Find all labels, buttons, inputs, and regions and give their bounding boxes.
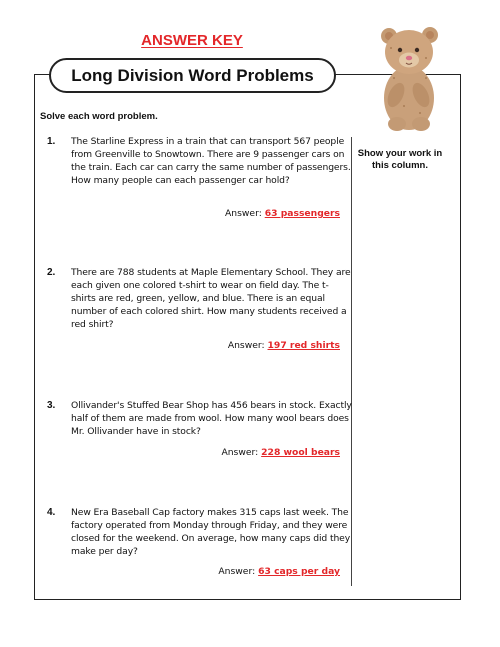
problem-number: 4. — [47, 507, 56, 518]
problem-number: 1. — [47, 136, 56, 147]
answer-line — [228, 339, 340, 352]
problem-number: 2. — [47, 267, 56, 278]
teddy-bear-icon — [376, 18, 444, 134]
answer-label: Answer: — [227, 340, 265, 351]
answer-label: Answer: — [225, 208, 262, 219]
answer-line — [225, 207, 340, 220]
worksheet-title: Long Division Word Problems — [49, 58, 336, 93]
answer-line — [218, 565, 340, 578]
answer-value: 228 wool bears — [261, 447, 340, 458]
instructions: Solve each word problem. — [40, 111, 158, 122]
problem-text: New Era Baseball Cap factory makes 315 caps last week. The factory operated from Monday through Friday, and they were closed for the weekend. On average, how many caps did they make per day? — [71, 507, 351, 557]
problem-3 — [40, 399, 352, 469]
problem-text: There are 788 students at Maple Elementary School. They are each given one colored t-shirt to wear on field day. The t-shirts are red, green, yellow, and blue. There is an equal number of each colored shirt. How many students received a red shirt? — [71, 267, 351, 330]
answer-value: 197 red shirts — [267, 340, 340, 351]
answer-label: Answer: — [218, 566, 256, 577]
problem-text: The Starline Express in a train that can transport 567 people from Greenville to Snowtown. There are 9 passenger cars on the train. Each car can carry the same number of passengers. How many people can each passenger car hold? — [71, 136, 351, 186]
answer-value: 63 caps per day — [258, 566, 340, 577]
problem-4 — [40, 506, 351, 586]
problem-2 — [40, 266, 351, 356]
problem-number: 3. — [47, 400, 56, 411]
work-column-note: Show your work in this column. — [357, 148, 443, 171]
answer-label: Answer: — [221, 447, 259, 458]
answer-line — [221, 446, 340, 459]
problem-1 — [40, 135, 351, 225]
problem-text: Ollivander's Stuffed Bear Shop has 456 bears in stock. Exactly half of them are made from wool. How many wool bears does Mr. Ollivander have in stock? — [71, 400, 352, 437]
answer-key-heading: ANSWER KEY — [141, 32, 243, 49]
answer-value: 63 passengers — [264, 208, 340, 219]
